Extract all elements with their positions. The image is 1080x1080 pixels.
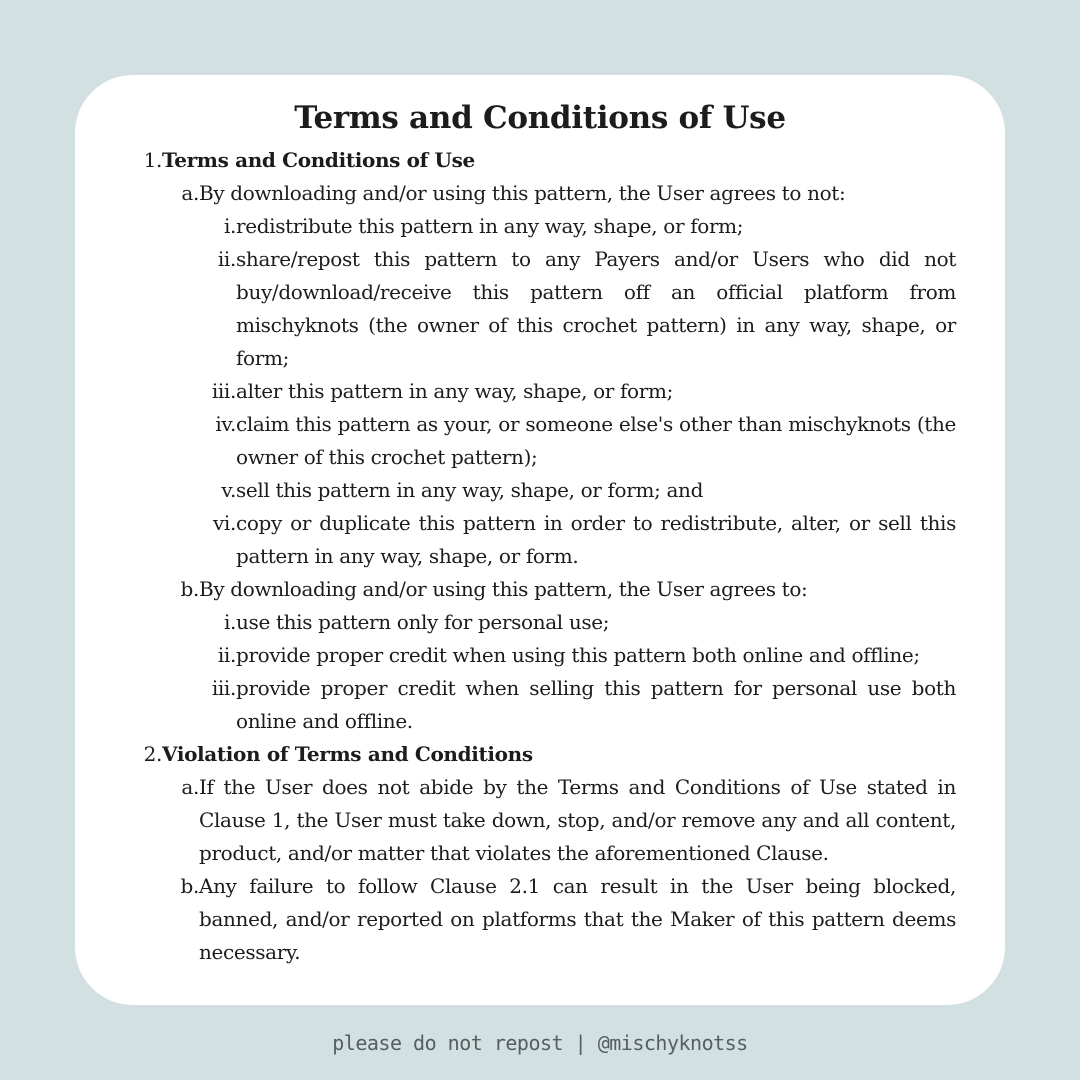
section-2	[124, 738, 956, 771]
sub-clause-marker: iii.	[211, 676, 236, 700]
page-title: Terms and Conditions of Use	[294, 100, 786, 136]
sub-clause-marker: i.	[223, 214, 236, 238]
section-heading: Violation of Terms and Conditions	[162, 742, 533, 766]
clause-2a	[124, 771, 956, 870]
clause-2b	[124, 870, 956, 969]
sub-clause-text: claim this pattern as your, or someone else's other than mischyknots (the owner of this crochet pattern);	[236, 412, 956, 469]
sub-clause-marker: iv.	[215, 412, 236, 436]
section-number: 1.	[143, 148, 162, 172]
sub-clause-marker: ii.	[217, 247, 236, 271]
sub-clause-text: alter this pattern in any way, shape, or form;	[236, 379, 673, 403]
sub-clause-text: copy or duplicate this pattern in order to redistribute, alter, or sell this pattern in any way, shape, or form.	[236, 511, 956, 568]
clause-text: By downloading and/or using this pattern, the User agrees to not:	[199, 181, 846, 205]
sub-clause	[124, 243, 956, 375]
sub-clause-text: share/repost this pattern to any Payers and/or Users who did not buy/download/receive this pattern off an official platform from mischyknots (the owner of this crochet pattern) in any way, shape, or form;	[236, 247, 956, 370]
clause-marker: a.	[181, 181, 199, 205]
sub-clause-text: provide proper credit when selling this pattern for personal use both online and offline.	[236, 676, 956, 733]
clause-text: Any failure to follow Clause 2.1 can result in the User being blocked, banned, and/or reported on platforms that the Maker of this pattern deems necessary.	[199, 874, 956, 964]
sub-clause	[124, 210, 956, 243]
sub-clause	[124, 474, 956, 507]
sub-clause-marker: iii.	[211, 379, 236, 403]
footer-credit: please do not repost | @mischyknotss	[332, 1031, 748, 1055]
sub-clause	[124, 507, 956, 573]
sub-clause-text: sell this pattern in any way, shape, or form; and	[236, 478, 704, 502]
sub-clause	[124, 639, 956, 672]
clause-marker: a.	[181, 775, 199, 799]
clause-marker: b.	[180, 874, 199, 898]
sub-clause	[124, 606, 956, 639]
clause-1a	[124, 177, 956, 210]
sub-clause	[124, 672, 956, 738]
section-number: 2.	[143, 742, 162, 766]
sub-clause-marker: v.	[221, 478, 236, 502]
sub-clause	[124, 408, 956, 474]
clause-marker: b.	[180, 577, 199, 601]
clause-text: If the User does not abide by the Terms and Conditions of Use stated in Clause 1, the User must take down, stop, and/or remove any and all content, product, and/or matter that violates the aforementioned Clause.	[199, 775, 956, 865]
sub-clause-text: redistribute this pattern in any way, shape, or form;	[236, 214, 744, 238]
sub-clause	[124, 375, 956, 408]
section-heading: Terms and Conditions of Use	[162, 148, 475, 172]
clause-1b	[124, 573, 956, 606]
sub-clause-text: provide proper credit when using this pattern both online and offline;	[236, 643, 920, 667]
sub-clause-marker: vi.	[212, 511, 236, 535]
sub-clause-text: use this pattern only for personal use;	[236, 610, 610, 634]
sub-clause-marker: i.	[223, 610, 236, 634]
sub-clause-marker: ii.	[217, 643, 236, 667]
section-1	[124, 144, 956, 177]
terms-document	[124, 144, 956, 969]
clause-text: By downloading and/or using this pattern, the User agrees to:	[199, 577, 808, 601]
